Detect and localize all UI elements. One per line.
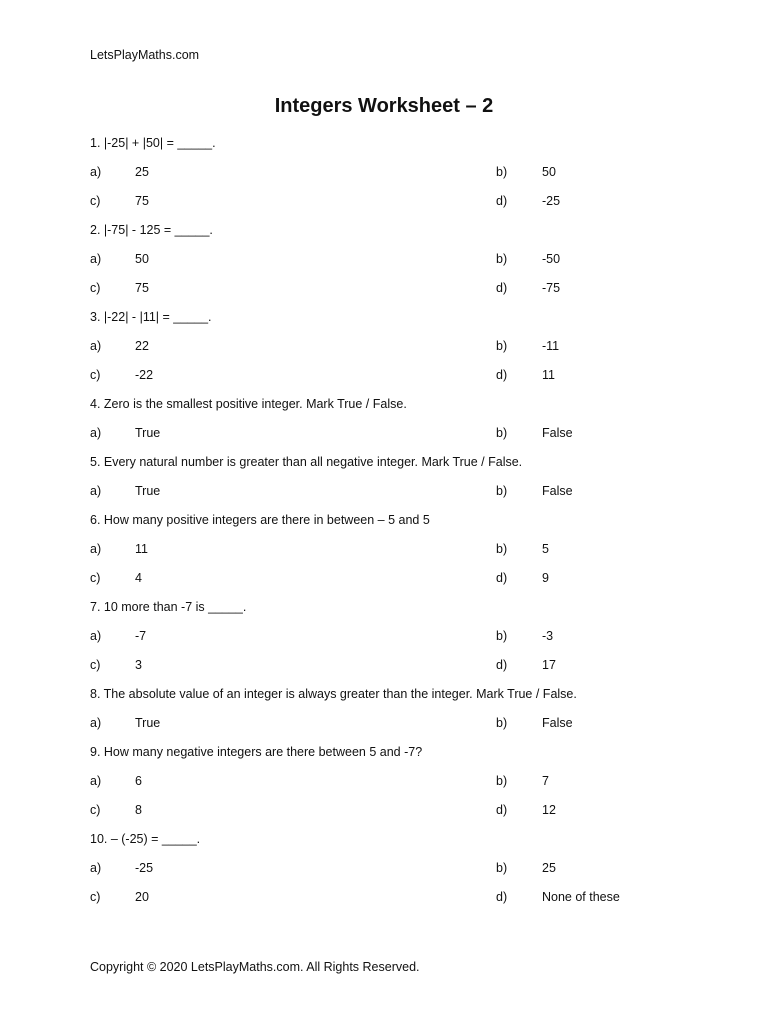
option-letter: d) bbox=[496, 571, 508, 585]
option-letter: b) bbox=[496, 484, 508, 498]
answer-row bbox=[0, 163, 768, 181]
option-letter: a) bbox=[90, 861, 102, 875]
option-value: -7 bbox=[135, 629, 147, 643]
question-1 bbox=[0, 134, 768, 152]
option-value: 4 bbox=[135, 571, 142, 585]
question-text: 2. |-75| - 125 = _____. bbox=[90, 223, 213, 237]
option-value: -50 bbox=[542, 252, 561, 266]
option-letter: a) bbox=[90, 629, 102, 643]
question-text: 9. How many negative integers are there between 5 and -7? bbox=[90, 745, 423, 759]
answer-row bbox=[0, 714, 768, 732]
answer-row bbox=[0, 859, 768, 877]
question-text: 4. Zero is the smallest positive integer. Mark True / False. bbox=[90, 397, 407, 411]
option-value: 8 bbox=[135, 803, 142, 817]
option-letter: a) bbox=[90, 252, 102, 266]
option-value: False bbox=[542, 716, 573, 730]
option-letter: d) bbox=[496, 368, 508, 382]
question-5 bbox=[0, 453, 768, 471]
option-value: True bbox=[135, 426, 161, 440]
option-letter: c) bbox=[90, 194, 101, 208]
option-letter: c) bbox=[90, 281, 101, 295]
option-value: 5 bbox=[542, 542, 549, 556]
option-letter: a) bbox=[90, 426, 102, 440]
answer-row bbox=[0, 366, 768, 384]
option-letter: d) bbox=[496, 890, 508, 904]
option-letter: b) bbox=[496, 716, 508, 730]
answer-row bbox=[0, 337, 768, 355]
question-7 bbox=[0, 598, 768, 616]
question-text: 5. Every natural number is greater than all negative integer. Mark True / False. bbox=[90, 455, 523, 469]
option-value: 22 bbox=[135, 339, 149, 353]
question-9 bbox=[0, 743, 768, 761]
option-value: 20 bbox=[135, 890, 149, 904]
option-letter: d) bbox=[496, 658, 508, 672]
option-letter: b) bbox=[496, 542, 508, 556]
option-letter: b) bbox=[496, 339, 508, 353]
option-letter: d) bbox=[496, 194, 508, 208]
option-letter: c) bbox=[90, 571, 101, 585]
option-value: 50 bbox=[135, 252, 149, 266]
option-value: True bbox=[135, 484, 161, 498]
option-value: 25 bbox=[542, 861, 556, 875]
question-text: 1. |-25| + |50| = _____. bbox=[90, 136, 216, 150]
question-3 bbox=[0, 308, 768, 326]
option-letter: b) bbox=[496, 861, 508, 875]
question-text: 6. How many positive integers are there in between – 5 and 5 bbox=[90, 513, 430, 527]
option-value: 25 bbox=[135, 165, 149, 179]
question-text: 10. – (-25) = _____. bbox=[90, 832, 201, 846]
option-value: 75 bbox=[135, 194, 149, 208]
option-value: None of these bbox=[542, 890, 620, 904]
option-value: 3 bbox=[135, 658, 142, 672]
option-letter: b) bbox=[496, 774, 508, 788]
answer-row bbox=[0, 424, 768, 442]
option-value: -3 bbox=[542, 629, 554, 643]
answer-row bbox=[0, 627, 768, 645]
question-2 bbox=[0, 221, 768, 239]
option-value: False bbox=[542, 426, 573, 440]
answer-row bbox=[0, 540, 768, 558]
option-letter: c) bbox=[90, 890, 101, 904]
page-title: Integers Worksheet – 2 bbox=[274, 95, 494, 117]
question-10 bbox=[0, 830, 768, 848]
option-value: 7 bbox=[542, 774, 549, 788]
option-letter: a) bbox=[90, 339, 102, 353]
option-letter: b) bbox=[496, 426, 508, 440]
option-letter: a) bbox=[90, 165, 102, 179]
option-value: 11 bbox=[135, 542, 148, 556]
option-letter: c) bbox=[90, 368, 101, 382]
option-letter: c) bbox=[90, 803, 101, 817]
option-letter: b) bbox=[496, 629, 508, 643]
question-text: 3. |-22| - |11| = _____. bbox=[90, 310, 212, 324]
option-value: -25 bbox=[542, 194, 561, 208]
option-letter: a) bbox=[90, 542, 102, 556]
option-letter: c) bbox=[90, 658, 101, 672]
answer-row bbox=[0, 192, 768, 210]
option-letter: b) bbox=[496, 165, 508, 179]
option-value: 6 bbox=[135, 774, 142, 788]
question-8 bbox=[0, 685, 768, 703]
site-header: LetsPlayMaths.com bbox=[90, 48, 200, 62]
option-value: 50 bbox=[542, 165, 556, 179]
option-letter: a) bbox=[90, 716, 102, 730]
option-letter: d) bbox=[496, 281, 508, 295]
question-text: 7. 10 more than -7 is _____. bbox=[90, 600, 247, 614]
option-value: -22 bbox=[135, 368, 154, 382]
option-value: True bbox=[135, 716, 161, 730]
option-value: False bbox=[542, 484, 573, 498]
option-value: -75 bbox=[542, 281, 561, 295]
option-value: 11 bbox=[542, 368, 555, 382]
answer-row bbox=[0, 250, 768, 268]
answer-row bbox=[0, 569, 768, 587]
answer-row bbox=[0, 279, 768, 297]
answer-row bbox=[0, 888, 768, 906]
question-text: 8. The absolute value of an integer is always greater than the integer. Mark True / False. bbox=[90, 687, 577, 701]
answer-row bbox=[0, 772, 768, 790]
answer-row bbox=[0, 482, 768, 500]
answer-row bbox=[0, 801, 768, 819]
option-letter: d) bbox=[496, 803, 508, 817]
option-value: -25 bbox=[135, 861, 154, 875]
option-value: 12 bbox=[542, 803, 556, 817]
answer-row bbox=[0, 656, 768, 674]
option-value: -11 bbox=[542, 339, 560, 353]
question-4 bbox=[0, 395, 768, 413]
option-value: 9 bbox=[542, 571, 549, 585]
question-6 bbox=[0, 511, 768, 529]
option-letter: b) bbox=[496, 252, 508, 266]
option-letter: a) bbox=[90, 774, 102, 788]
option-letter: a) bbox=[90, 484, 102, 498]
copyright-footer: Copyright © 2020 LetsPlayMaths.com. All Rights Reserved. bbox=[90, 960, 420, 974]
option-value: 75 bbox=[135, 281, 149, 295]
option-value: 17 bbox=[542, 658, 556, 672]
